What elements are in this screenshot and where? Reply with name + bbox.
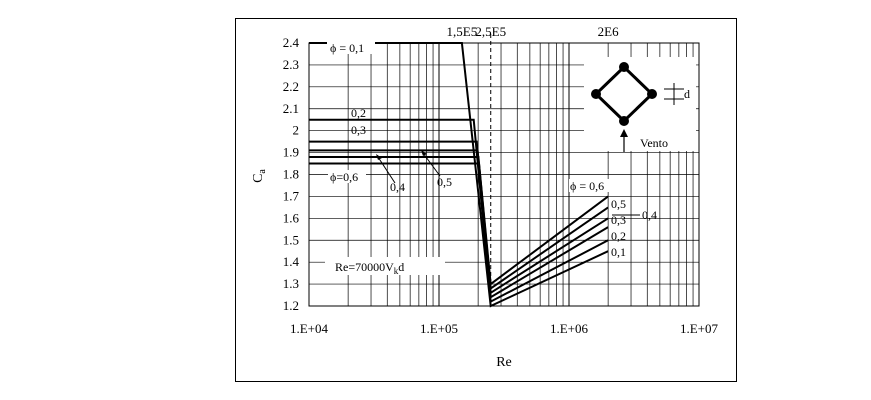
x-tick-label: 1.E+05 <box>419 321 459 336</box>
label-phi-06-right: ϕ = 0,6 <box>570 179 605 193</box>
formula-main: Re=70000V <box>335 260 394 274</box>
label-05-left: 0,5 <box>437 175 452 189</box>
y-tick-label: 1.8 <box>282 166 299 182</box>
label-03: 0,3 <box>351 123 366 137</box>
label-02: 0,2 <box>351 106 366 120</box>
y-tick-label: 1.6 <box>282 210 299 226</box>
y-tick-label: 1.5 <box>282 232 299 248</box>
y-tick-label: 1.4 <box>282 254 299 270</box>
y-axis-title-main: C <box>251 173 266 183</box>
x-axis-title: Re <box>496 355 512 370</box>
x-tick-label: 1.E+04 <box>289 321 329 336</box>
y-tick-label: 1.2 <box>282 298 299 313</box>
y-tick-label: 2.1 <box>282 100 299 116</box>
x-tick-label: 1.E+06 <box>549 321 589 336</box>
bar-left <box>591 89 601 99</box>
y-tick-label: 2.4 <box>282 35 299 50</box>
y-axis-title <box>251 169 268 183</box>
y-tick-label: 1.7 <box>282 188 299 204</box>
section-inset <box>584 57 696 152</box>
y-axis-title-sub: a <box>257 169 268 174</box>
bar-top <box>619 62 629 72</box>
label-03-right: 0,3 <box>611 213 626 227</box>
y-tick-label: 2.3 <box>282 56 299 72</box>
bar-right <box>647 89 657 99</box>
y-tick-label: 1.9 <box>282 144 299 160</box>
bar-bottom <box>619 116 629 126</box>
label-05-right: 0,5 <box>611 197 626 211</box>
formula-tail: d <box>398 260 405 274</box>
label-phi-01: ϕ = 0,1 <box>330 41 365 55</box>
y-tick-label: 1.3 <box>282 276 299 292</box>
label-01-right: 0,1 <box>611 245 626 259</box>
top-label: 1,5E5 <box>446 24 478 39</box>
formula-sub: k <box>393 266 399 276</box>
top-label: 2,5E5 <box>475 24 507 39</box>
label-04-right: 0,4 <box>642 208 657 222</box>
y-tick-label: 2 <box>292 122 299 138</box>
svg-text:Ca <box>251 169 268 183</box>
label-04-left: 0,4 <box>390 180 405 194</box>
dim-label: d <box>684 87 690 101</box>
wind-label: Vento <box>640 136 668 150</box>
top-label: 2E6 <box>597 24 619 39</box>
y-tick-label: 2.2 <box>282 78 299 94</box>
label-02-right: 0,2 <box>611 229 626 243</box>
x-tick-label: 1.E+07 <box>679 321 719 336</box>
label-phi-06-left: ϕ=0,6 <box>330 170 359 184</box>
